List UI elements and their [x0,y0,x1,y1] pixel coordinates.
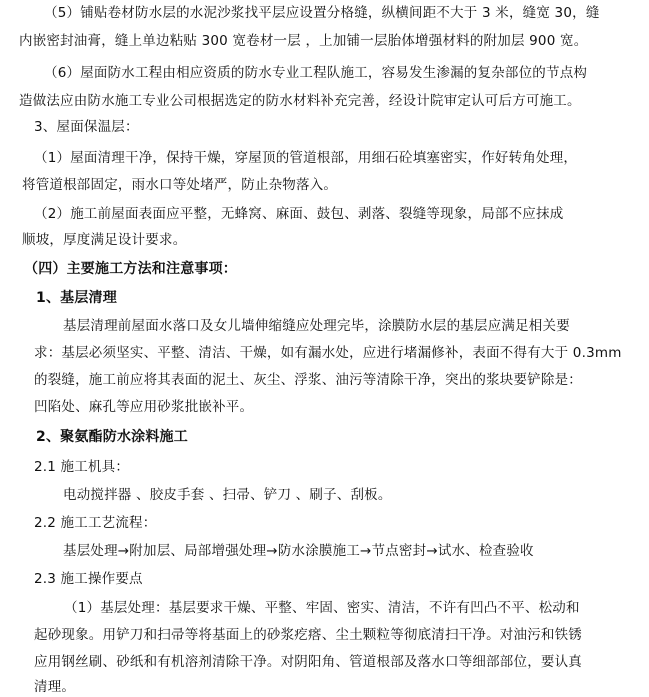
paragraph-line: 造做法应由防水施工专业公司根据选定的防水材料补充完善，经设计院审定认可后方可施工。 [19,93,581,109]
subsection-heading: 2.1 施工机具： [34,459,130,475]
paragraph-line: 起砂现象。用铲刀和扫帚等将基面上的砂浆疙瘩、尘土颗粒等彻底清扫干净。对油污和铁锈 [34,627,582,643]
paragraph-line: 清理。 [34,679,76,695]
paragraph-line: 内嵌密封油膏，缝上单边粘贴 300 宽卷材一层 ，上加铺一层胎体增强材料的附加层 900 宽。 [19,33,588,49]
subsection-heading: 2.2 施工工艺流程： [34,515,157,531]
section-heading: 3、屋面保温层： [34,119,139,135]
subsection-heading: 2.3 施工操作要点 [34,571,143,587]
paragraph-line: 的裂缝，施工前应将其表面的泥土、灰尘、浮浆、油污等清除干净，突出的浆块要铲除是： [34,372,582,388]
paragraph-line: 基层清理前屋面水落口及女儿墙伸缩缝应处理完毕，涂膜防水层的基层应满足相关要 [63,318,570,334]
paragraph-line: （1）基层处理：基层要求干燥、平整、牢固、密实、清洁，不许有凹凸不平、松动和 [64,600,580,616]
process-flow-line: 基层处理→附加层、局部增强处理→防水涂膜施工→节点密封→试水、检查验收 [63,543,534,559]
paragraph-line: 顺坡，厚度满足设计要求。 [22,232,187,248]
chapter-heading: （四）主要施工方法和注意事项： [24,261,237,277]
paragraph-line: （5）铺贴卷材防水层的水泥沙浆找平层应设置分格缝，纵横间距不大于 3 米，缝宽 30，缝 [44,5,600,21]
paragraph-line: 求：基层必须坚实、平整、清洁、干燥，如有漏水处，应进行堵漏修补，表面不得有大于 0.3mm [34,345,622,361]
paragraph-line: （6）屋面防水工程由相应资质的防水专业工程队施工，容易发生渗漏的复杂部位的节点构 [44,65,588,81]
paragraph-line: 电动搅拌器 、胶皮手套 、扫帚、铲刀 、刷子、刮板。 [63,487,392,503]
paragraph-line: （2）施工前屋面表面应平整，无蜂窝、麻面、鼓包、剥落、裂缝等现象，局部不应抹成 [34,206,564,222]
paragraph-line: 将管道根部固定，雨水口等处堵严，防止杂物落入。 [22,177,338,193]
section-heading: 1、基层清理 [36,290,117,306]
paragraph-line: 应用钢丝刷、砂纸和有机溶剂清除干净。对阴阳角、管道根部及落水口等细部部位，要认真 [34,654,582,670]
paragraph-line: 凹陷处、麻孔等应用砂浆批嵌补平。 [34,399,254,415]
section-heading: 2、聚氨酯防水涂料施工 [36,429,188,445]
paragraph-line: （1）屋面清理干净，保持干燥，穿屋顶的管道根部，用细石砼填塞密实，作好转角处理， [34,150,578,166]
